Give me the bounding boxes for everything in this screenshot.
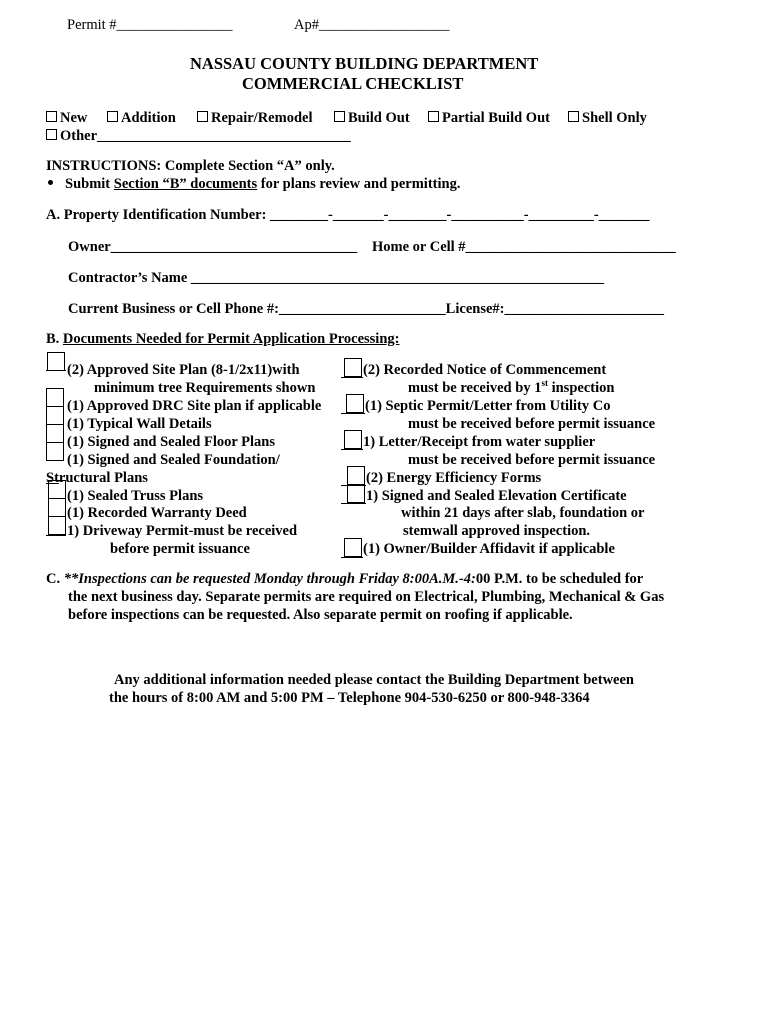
doc-elevation-cert-checkbox[interactable] (347, 484, 365, 503)
checkbox-underline (46, 535, 66, 536)
doc-structural-underlined: St (46, 470, 59, 486)
checkbox-icon (46, 111, 57, 122)
type-addition-option[interactable] (107, 110, 176, 127)
doc-drc-site-plan-checkbox[interactable] (46, 388, 64, 407)
doc-elevation-cert-note-1: within 21 days after slab, foundation or (401, 505, 645, 521)
section-c-italic: **Inspections can be requested Monday through Friday 8:00A.M.-4: (63, 571, 476, 587)
owner-field[interactable]: Owner__________________________________ (68, 239, 358, 255)
doc-energy-forms: (2) Energy Efficiency Forms (366, 470, 542, 486)
type-build-out-label: Build Out (348, 110, 410, 126)
section-b-reference: Section “B” documents (113, 176, 258, 192)
checkbox-underline (341, 557, 363, 558)
type-partial-label: Partial Build Out (442, 110, 550, 126)
type-other-option[interactable] (46, 128, 351, 145)
section-c-rest: 00 P.M. to be scheduled for (475, 571, 644, 587)
doc-elevation-cert: 1) Signed and Sealed Elevation Certificate (366, 488, 627, 504)
section-b-title: Documents Needed for Permit Application Processing: (62, 331, 400, 347)
doc-wall-details-checkbox[interactable] (46, 406, 64, 425)
checkbox-underline (341, 377, 363, 378)
bullet-icon (48, 180, 53, 185)
checkbox-icon (428, 111, 439, 122)
doc-notice-commencement-note (408, 380, 614, 397)
doc-elevation-cert-note-2: stemwall approved inspection. (403, 523, 591, 539)
section-c-line-2: the next business day. Separate permits are required on Electrical, Plumbing, Mechanical & Gas (68, 589, 665, 605)
section-c-prefix: C. (46, 571, 64, 587)
doc-structural-text: ructural Plans (58, 470, 148, 486)
ap-number-field[interactable]: Ap#__________________ (294, 17, 450, 33)
contractor-name-field[interactable]: Contractor’s Name _________________________________________________________ (68, 270, 605, 286)
doc-septic-permit: (1) Septic Permit/Letter from Utility Co (365, 398, 611, 414)
section-b-heading (46, 331, 399, 348)
doc-driveway-permit: 1) Driveway Permit-must be received (67, 523, 298, 539)
checkbox-icon (107, 111, 118, 122)
checkbox-icon (334, 111, 345, 122)
footer-contact-line-2: the hours of 8:00 AM and 5:00 PM – Telephone 904-530-6250 or 800-948-3364 (109, 690, 590, 706)
doc-foundation-plans-checkbox[interactable] (46, 442, 64, 461)
checkbox-underline (341, 449, 363, 450)
doc-septic-permit-checkbox[interactable] (346, 394, 364, 413)
doc-driveway-note: before permit issuance (110, 541, 250, 557)
checkbox-underline (46, 370, 66, 371)
bullet-text-pre: Submit (65, 176, 114, 192)
type-build-out-option[interactable] (334, 110, 410, 127)
page-subtitle: COMMERCIAL CHECKLIST (242, 74, 464, 93)
type-repair-label: Repair/Remodel (211, 110, 313, 126)
footer-contact-line-1: Any additional information needed please contact the Building Department between (114, 672, 634, 688)
checkbox-underline (341, 413, 365, 414)
type-shell-label: Shell Only (582, 110, 647, 126)
type-shell-option[interactable] (568, 110, 647, 127)
doc-water-supplier-note: must be received before permit issuance (408, 452, 656, 468)
home-cell-field[interactable]: Home or Cell #_____________________________ (372, 239, 676, 255)
permit-number-field[interactable]: Permit #________________ (67, 17, 233, 33)
section-c-line-1 (46, 571, 643, 588)
type-partial-option[interactable] (428, 110, 550, 127)
page-title: NASSAU COUNTY BUILDING DEPARTMENT (190, 54, 539, 73)
doc-notice-commencement: (2) Recorded Notice of Commencement (363, 362, 607, 378)
property-id-field[interactable]: A. Property Identification Number: ________-_______-________-__________-_________-_______ (46, 207, 650, 223)
doc-wall-details: (1) Typical Wall Details (67, 416, 212, 432)
doc-floor-plans: (1) Signed and Sealed Floor Plans (67, 434, 275, 450)
doc-site-plan: (2) Approved Site Plan (8-1/2x11)with (67, 362, 300, 378)
doc-septic-permit-note: must be received before permit issuance (408, 416, 656, 432)
checkbox-icon (568, 111, 579, 122)
section-c-line-3: before inspections can be requested. Also separate permit on roofing if applicable. (68, 607, 573, 623)
business-phone-license-field[interactable]: Current Business or Cell Phone #:_______________________License#:______________________ (68, 301, 664, 317)
type-new-label: New (60, 110, 88, 126)
doc-water-supplier-checkbox[interactable] (344, 430, 362, 449)
doc-water-supplier: 1) Letter/Receipt from water supplier (363, 434, 596, 450)
doc-site-plan-checkbox[interactable] (47, 352, 65, 371)
bullet-text-post: for plans review and permitting. (257, 176, 461, 192)
checkbox-underline (341, 503, 366, 504)
checkbox-icon (46, 129, 57, 140)
doc-note-text-end: inspection (547, 380, 615, 396)
checkbox-icon (197, 111, 208, 122)
instructions-heading: INSTRUCTIONS: Complete Section “A” only. (46, 158, 335, 174)
doc-owner-affidavit-checkbox[interactable] (344, 538, 362, 557)
doc-owner-affidavit: (1) Owner/Builder Affidavit if applicable (363, 541, 615, 557)
doc-truss-plans: (1) Sealed Truss Plans (67, 488, 204, 504)
doc-driveway-permit-checkbox[interactable] (48, 516, 66, 535)
type-repair-option[interactable] (197, 110, 312, 127)
type-other-label: Other___________________________________ (60, 128, 351, 144)
section-b-prefix: B. (46, 331, 63, 347)
doc-warranty-deed: (1) Recorded Warranty Deed (67, 505, 247, 521)
doc-structural-plans (46, 470, 148, 487)
type-new-option[interactable] (46, 110, 87, 127)
doc-floor-plans-checkbox[interactable] (46, 424, 64, 443)
doc-warranty-deed-checkbox[interactable] (48, 498, 66, 517)
instructions-bullet (48, 176, 460, 193)
doc-energy-forms-checkbox[interactable] (347, 466, 365, 485)
doc-site-plan-note: minimum tree Requirements shown (94, 380, 316, 396)
doc-notice-commencement-checkbox[interactable] (344, 358, 362, 377)
type-addition-label: Addition (121, 110, 176, 126)
doc-note-text: must be received by 1 (408, 380, 542, 396)
doc-drc-site-plan: (1) Approved DRC Site plan if applicable (67, 398, 322, 414)
doc-note-superscript: st (541, 378, 548, 389)
doc-foundation-plans: (1) Signed and Sealed Foundation/ (67, 452, 280, 468)
